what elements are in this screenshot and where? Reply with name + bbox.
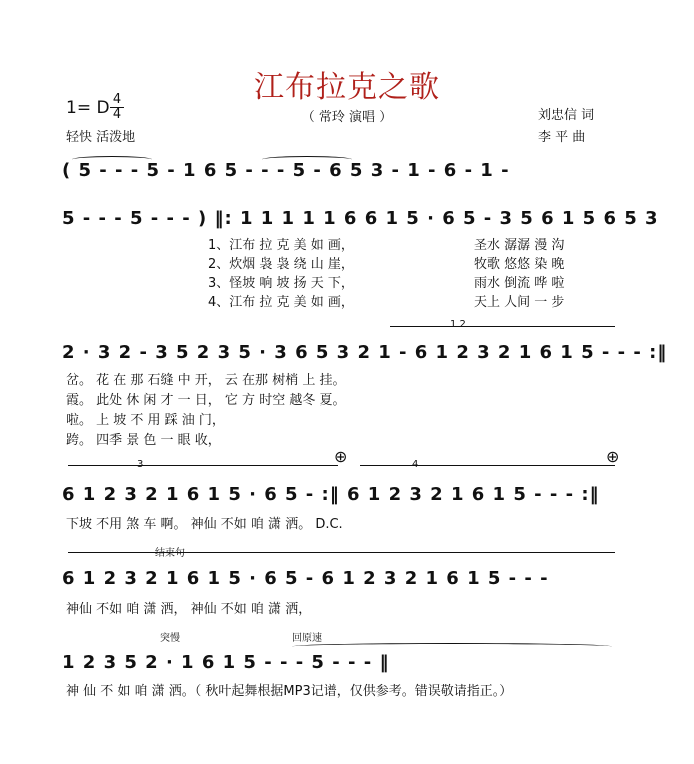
coda-sign-icon: ⊕ (606, 447, 620, 466)
lyricist-credit: 刘忠信 词 (538, 108, 595, 123)
ending-bracket (68, 552, 615, 553)
slower-marking: 突慢 (160, 633, 180, 644)
lyric-verse-3a: 3、怪坡 响 坡 扬 天 下， (208, 276, 354, 291)
notation-line: 1 2 3 5 2 · 1 6 1 5 - - - 5 - - - ‖ (62, 652, 390, 673)
lyric-verse-1a: 1、江布 拉 克 美 如 画， (208, 238, 354, 253)
lyric-verse-4b: 天上 人间 一 步 (474, 295, 565, 310)
notation-line: 2 · 3 2 - 3 5 2 3 5 · 3 6 5 3 2 1 - 6 1 2 3 2 1 6 1 5 - - - :‖ (62, 342, 668, 363)
score-row-4 (62, 484, 622, 514)
tempo-marking: 轻快 活泼地 (66, 130, 136, 145)
lyric-row5: 神仙 不如 咱 潇 洒， 神仙 不如 咱 潇 洒， (66, 602, 312, 617)
tempo-back-marking: 回原速 (292, 633, 322, 644)
score-row-1 (62, 160, 622, 190)
lyric-row3-verse3: 啦。 上 坡 不 用 踩 油 门， (66, 413, 225, 428)
lyric-row3-verse2: 霞。 此处 休 闲 才 一 日， 它 方 时空 越冬 夏。 (66, 393, 346, 408)
lyric-verse-2a: 2、炊烟 袅 袅 绕 山 崖， (208, 257, 354, 272)
lyric-verse-1b: 圣水 潺潺 漫 沟 (474, 238, 565, 253)
lyric-verse-3b: 雨水 倒流 哗 啦 (474, 276, 565, 291)
key-signature: 1= D (66, 98, 110, 118)
volta-bracket (360, 465, 615, 466)
lyric-verse-4a: 4、江布 拉 克 美 如 画， (208, 295, 354, 310)
singer-credit: （ 常玲 演唱 ） (301, 110, 393, 125)
lyric-row4: 下坡 不用 煞 车 啊。 神仙 不如 咱 潇 洒。 D.C. (66, 517, 343, 532)
volta-3-label: 3 (137, 459, 144, 470)
notation-line: 6 1 2 3 2 1 6 1 5 · 6 5 - 6 1 2 3 2 1 6 1 5 - - - (62, 568, 549, 589)
composer-credit: 李 平 曲 (538, 130, 586, 145)
coda-sign-icon: ⊕ (334, 447, 348, 466)
time-signature (110, 93, 124, 122)
time-numerator: 4 (110, 93, 124, 108)
notation-line: 6 1 2 3 2 1 6 1 5 · 6 5 - :‖ 6 1 2 3 2 1 6 1 5 - - - :‖ (62, 484, 600, 505)
song-title: 江布拉克之歌 (254, 70, 440, 105)
volta-bracket (390, 326, 615, 327)
score-row-6 (62, 652, 622, 682)
tie-arc (292, 643, 612, 650)
ending-label: 结束句 (155, 548, 185, 559)
score-row-5 (62, 568, 622, 598)
time-denominator: 4 (112, 107, 122, 122)
lyric-row6-with-note: 神 仙 不 如 咱 潇 洒。（ 秋叶起舞根据MP3记谱，仅供参考。错误敬请指正。） (66, 684, 513, 699)
notation-line: ( 5 - - - 5 - 1 6 5 - - - 5 - 6 5 3 - 1 - 6 - 1 - (62, 160, 510, 181)
lyric-row3-verse4: 跨。 四季 景 色 一 眼 收， (66, 433, 221, 448)
volta-4-label: 4 (412, 459, 419, 470)
notation-line: 5 - - - 5 - - - ) ‖: 1 1 1 1 1 6 6 1 5 · 6 5 - 3 5 6 1 5 6 5 3 (62, 208, 659, 229)
score-row-3 (62, 342, 668, 372)
lyric-verse-2b: 牧歌 悠悠 染 晚 (474, 257, 565, 272)
volta-1-2-label: 1 2 (450, 319, 466, 330)
lyric-row3-verse1: 岔。 花 在 那 石缝 中 开， 云 在那 树梢 上 挂。 (66, 373, 346, 388)
volta-bracket (68, 465, 338, 466)
